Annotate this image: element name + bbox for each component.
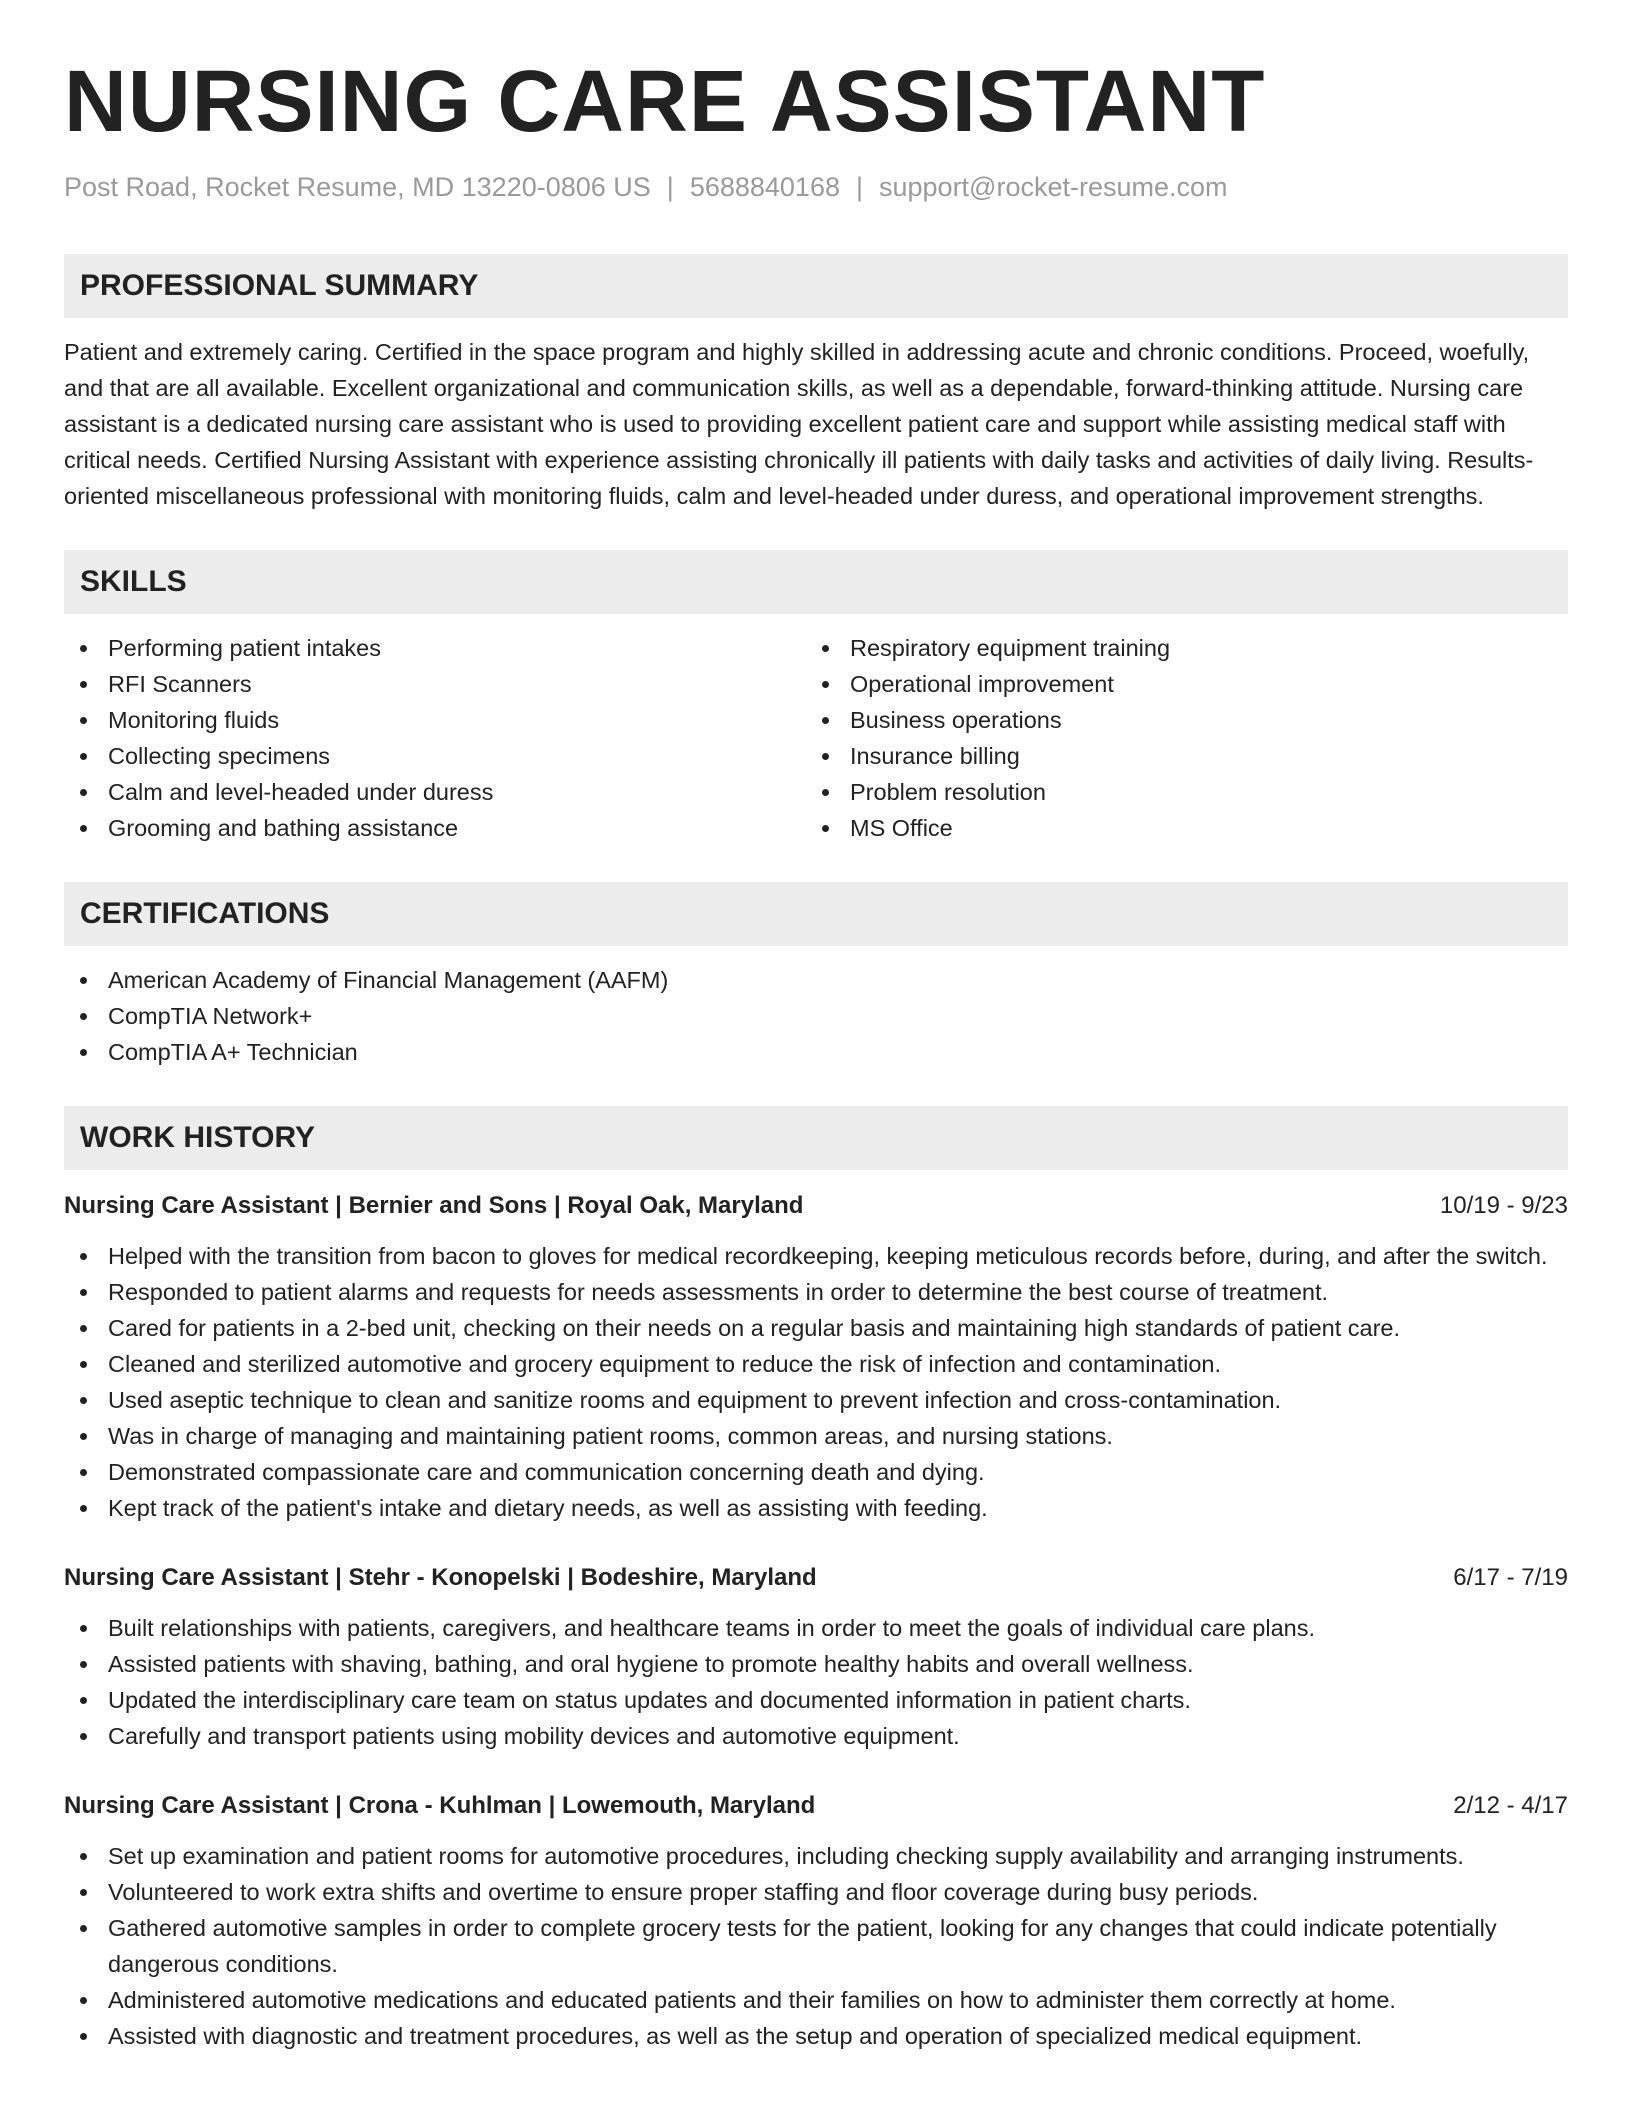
certification-item: CompTIA A+ Technician (64, 1034, 1568, 1070)
section-heading-certifications: CERTIFICATIONS (64, 882, 1568, 946)
job-bullet: Updated the interdisciplinary care team on status updates and documented information in patient charts. (64, 1682, 1568, 1718)
skill-item: Respiratory equipment training (806, 630, 1548, 666)
skill-item: RFI Scanners (64, 666, 806, 702)
certification-item: CompTIA Network+ (64, 998, 1568, 1034)
contact-separator: | (855, 172, 863, 202)
job-entry (64, 1188, 1568, 1526)
job-header (64, 1788, 1568, 1824)
skill-item: Grooming and bathing assistance (64, 810, 806, 846)
skill-item: Problem resolution (806, 774, 1548, 810)
job-bullet: Volunteered to work extra shifts and overtime to ensure proper staffing and floor coverage during busy periods. (64, 1874, 1568, 1910)
job-title: Nursing Care Assistant | Stehr - Konopelski | Bodeshire, Maryland (64, 1564, 817, 1591)
contact-separator: | (666, 172, 674, 202)
job-bullet: Administered automotive medications and educated patients and their families on how to administer them correctly at home. (64, 1982, 1568, 2018)
job-dates: 10/19 - 9/23 (1439, 1192, 1568, 1219)
job-dates: 6/17 - 7/19 (1453, 1564, 1568, 1591)
job-title: Nursing Care Assistant | Bernier and Sons | Royal Oak, Maryland (64, 1192, 804, 1219)
job-bullet: Was in charge of managing and maintaining patient rooms, common areas, and nursing stations. (64, 1418, 1568, 1454)
job-header (64, 1560, 1568, 1596)
skill-item: Operational improvement (806, 666, 1548, 702)
job-bullet: Assisted with diagnostic and treatment procedures, as well as the setup and operation of specialized medical equipment. (64, 2018, 1568, 2054)
job-bullet: Demonstrated compassionate care and communication concerning death and dying. (64, 1454, 1568, 1490)
job-entry (64, 1560, 1568, 1754)
certification-item: American Academy of Financial Management (AAFM) (64, 962, 1568, 998)
job-bullet: Responded to patient alarms and requests for needs assessments in order to determine the best course of treatment. (64, 1274, 1568, 1310)
summary-text: Patient and extremely caring. Certified in the space program and highly skilled in addressing acute and chronic conditions. Proceed, woefully, and that are all available. Excellent organizational and communication skills, as well as a dependable, forward-thinking attitude. Nursing care assistant is a dedicated nursing care assistant who is used to providing excellent patient care and support while assisting medical staff with critical needs. Certified Nursing Assistant with experience assisting chronically ill patients with daily tasks and activities of daily living. Results-oriented miscellaneous professional with monitoring fluids, calm and level-headed under duress, and operational improvement strengths. (64, 339, 1534, 509)
skills-list-left (64, 630, 806, 846)
skill-item: MS Office (806, 810, 1548, 846)
job-bullet: Helped with the transition from bacon to gloves for medical recordkeeping, keeping meticulous records before, during, and after the switch. (64, 1238, 1568, 1274)
job-bullet: Set up examination and patient rooms for automotive procedures, including checking supply availability and arranging instruments. (64, 1838, 1568, 1874)
job-bullet: Kept track of the patient's intake and dietary needs, as well as assisting with feeding. (64, 1490, 1568, 1526)
job-bullets (64, 1838, 1568, 2054)
job-header (64, 1188, 1568, 1224)
job-bullet: Cared for patients in a 2-bed unit, checking on their needs on a regular basis and maintaining high standards of patient care. (64, 1310, 1568, 1346)
job-bullet: Cleaned and sterilized automotive and grocery equipment to reduce the risk of infection and contamination. (64, 1346, 1568, 1382)
job-title: Nursing Care Assistant | Crona - Kuhlman | Lowemouth, Maryland (64, 1792, 816, 1819)
job-bullet: Assisted patients with shaving, bathing, and oral hygiene to promote healthy habits and overall wellness. (64, 1646, 1568, 1682)
job-bullet: Used aseptic technique to clean and sanitize rooms and equipment to prevent infection and cross-contamination. (64, 1382, 1568, 1418)
skill-item: Insurance billing (806, 738, 1548, 774)
contact-line (64, 170, 1568, 204)
job-dates: 2/12 - 4/17 (1453, 1792, 1568, 1819)
job-bullets (64, 1610, 1568, 1754)
job-bullet: Gathered automotive samples in order to complete grocery tests for the patient, looking for any changes that could indicate potentially dangerous conditions. (64, 1910, 1568, 1982)
page-title: NURSING CARE ASSISTANT (64, 53, 1266, 150)
skills-columns (64, 630, 1568, 846)
address-text: Post Road, Rocket Resume, MD 13220-0806 US (64, 172, 651, 202)
email-link[interactable]: support@rocket-resume.com (879, 172, 1228, 202)
phone-text: 5688840168 (689, 172, 840, 202)
skill-item: Calm and level-headed under duress (64, 774, 806, 810)
section-heading-skills: SKILLS (64, 550, 1568, 614)
skill-item: Performing patient intakes (64, 630, 806, 666)
certifications-list (64, 962, 1568, 1070)
section-heading-summary: PROFESSIONAL SUMMARY (64, 254, 1568, 318)
job-bullets (64, 1238, 1568, 1526)
skills-list-right (806, 630, 1548, 846)
skill-item: Monitoring fluids (64, 702, 806, 738)
skill-item: Collecting specimens (64, 738, 806, 774)
section-heading-work-history: WORK HISTORY (64, 1106, 1568, 1170)
job-bullet: Carefully and transport patients using mobility devices and automotive equipment. (64, 1718, 1568, 1754)
skill-item: Business operations (806, 702, 1548, 738)
job-entry (64, 1788, 1568, 2054)
job-bullet: Built relationships with patients, caregivers, and healthcare teams in order to meet the goals of individual care plans. (64, 1610, 1568, 1646)
